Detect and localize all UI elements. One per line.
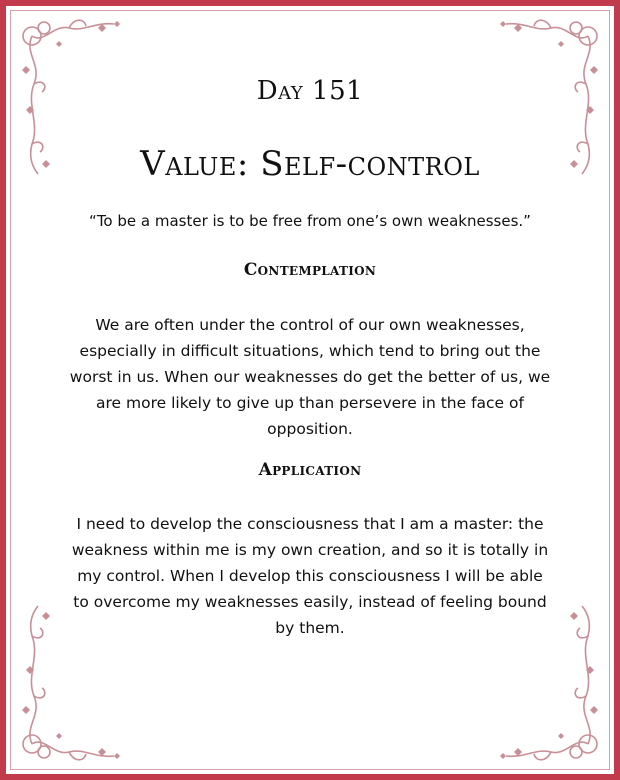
day-label: Day 151	[256, 76, 364, 106]
quote: “To be a master is to be free from one’s own weaknesses.”	[89, 212, 531, 230]
application-text: I need to develop the consciousness that I am a master: the weakness within me is my own creation, and so it is totally in my control. When I develop this consciousness I will be able to overcome my weaknesses easily, instead of feeling bound by them.	[71, 515, 549, 637]
contemplation-text: We are often under the control of our own weaknesses, especially in difficult situations, which tend to bring out the worst in us. When our weaknesses do get the better of us, we are more likely to give up than persevere in the face of opposition.	[69, 316, 551, 438]
contemplation-heading: Contemplation	[243, 260, 377, 280]
application-heading: Application	[258, 460, 362, 480]
page-title: Value: Self-control	[140, 144, 480, 184]
